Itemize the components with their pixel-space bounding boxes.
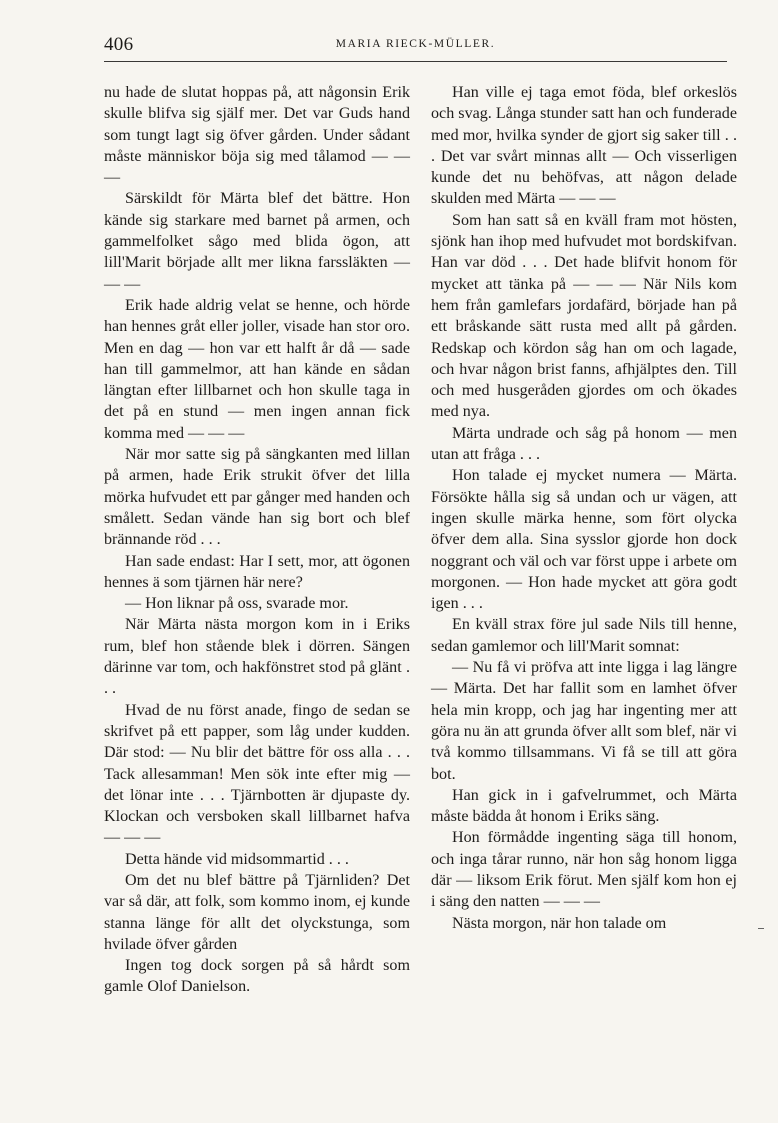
paragraph: När Märta nästa morgon kom in i Eriks rum, blef hon stående blek i dörren. Sängen därinne var tom, och hakfönstret stod på glänt . . .: [104, 616, 410, 698]
header-rule: [104, 61, 727, 62]
paragraph: Hvad de nu först anade, fingo de sedan se skrifvet på ett papper, som låg under kudden. Där stod: — Nu blir det bättre för oss alla . . . Tack allesamman! Men sök inte efter mig — det lönar inte . . . Tjärnbotten är djupaste dy. Klockan och versboken skall lillbarnet hafva — — —: [104, 701, 410, 847]
page-number: 406: [104, 34, 134, 55]
page-header: [104, 34, 727, 60]
paragraph: En kväll strax före jul sade Nils till henne, sedan gamlemor och lill'Marit somnat:: [431, 616, 737, 655]
paragraph: Särskildt för Märta blef det bättre. Hon kände sig starkare med barnet på armen, och gammelfolket sågo med blida ögon, att lill'Marit började allt mer likna farssläkten — — —: [104, 190, 410, 293]
paragraph: Hon förmådde ingenting säga till honom, och inga tårar runno, när hon såg honom ligga där — liksom Erik förut. Men själf kom hon ej i säng den natten — — —: [431, 829, 737, 911]
right-column: [431, 82, 737, 934]
paragraph: Nästa morgon, när hon talade om: [452, 914, 667, 932]
paragraph: När mor satte sig på sängkanten med lillan på armen, hade Erik strukit öfver det lilla mörka hufvudet ett par gånger med handen och smålett. Sedan vände han sig bort och blef brännande röd . . .: [104, 446, 410, 549]
paragraph: Han sade endast: Har I sett, mor, att ögonen hennes ä som tjärnen här nere?: [104, 552, 410, 591]
paragraph: Han gick in i gafvelrummet, och Märta måste bädda åt honom i Eriks säng.: [431, 786, 737, 826]
left-column: [104, 82, 410, 998]
paragraph: Detta hände vid midsommartid . . .: [125, 850, 349, 868]
running-head: MARIA RIECK-MÜLLER.: [335, 38, 496, 50]
paragraph: nu hade de slutat hoppas på, att någonsin Erik skulle blifva sig själf mer. Det var Guds hand som tungt lagt sig öfver gården. Under sådant måste människor böja sig med tålamod — — —: [104, 84, 410, 187]
paragraph: Märta undrade och såg på honom — men utan att fråga . . .: [431, 424, 737, 464]
paragraph: Som han satt så en kväll fram mot hösten, sjönk han ihop med hufvudet mot bordskifvan. Han var död . . . Det hade blifvit honom för mycket att tänka på — — — När Nils kom hem från gamlefars jordafärd, började han på ett bråskande sätt rusta med allt på gården. Redskap och kördon såg han om och lagade, och hvar någon brist fanns, afhjälptes den. Till och med husgeråden gjordes om och ökades med nya.: [431, 211, 737, 421]
margin-mark: [758, 928, 764, 929]
paragraph: Han ville ej taga emot föda, blef orkeslös och svag. Långa stunder satt han och funderade med mor, hvilka synder de gjort sig saker till . . . Det var svårt minnas allt — Och visserligen kunde det nu behöfvas, att någon delade skulden med Märta — — —: [431, 84, 737, 208]
paragraph: Hon talade ej mycket numera — Märta. Försökte hålla sig så undan och ur vägen, att ingen skulle märka henne, som fört olycka öfver dem alla. Sina sysslor gjorde hon dock noggrant och väl och var först uppe i arbete om morgonen. — Hon hade mycket att göra godt igen . . .: [431, 467, 737, 613]
paragraph: Om det nu blef bättre på Tjärnliden? Det var så där, att folk, som kommo inom, ej kunde stanna länge för allt det olyckstunga, som hvilade öfver gården: [104, 871, 410, 953]
paragraph: — Hon liknar på oss, svarade mor.: [125, 595, 349, 613]
paragraph: Ingen tog dock sorgen på så hårdt som gamle Olof Danielson.: [104, 957, 410, 996]
paragraph: Erik hade aldrig velat se henne, och hörde han hennes gråt eller joller, visade han stor oro. Men en dag — hon var ett halft år då — sade han till gammelmor, att han kände en sådan längtan efter lillbarnet och hon skulle taga in det på en stund — men ingen annan fick komma med — — —: [104, 296, 410, 442]
paragraph: — Nu få vi pröfva att inte ligga i lag längre — Märta. Det har fallit som en lamhet öfver hela min kropp, och jag har ingenting mer att göra nu än att grunda öfver allt som blef, när vi två kommo tillsammans. Vi få se till att göra bot.: [431, 659, 737, 783]
